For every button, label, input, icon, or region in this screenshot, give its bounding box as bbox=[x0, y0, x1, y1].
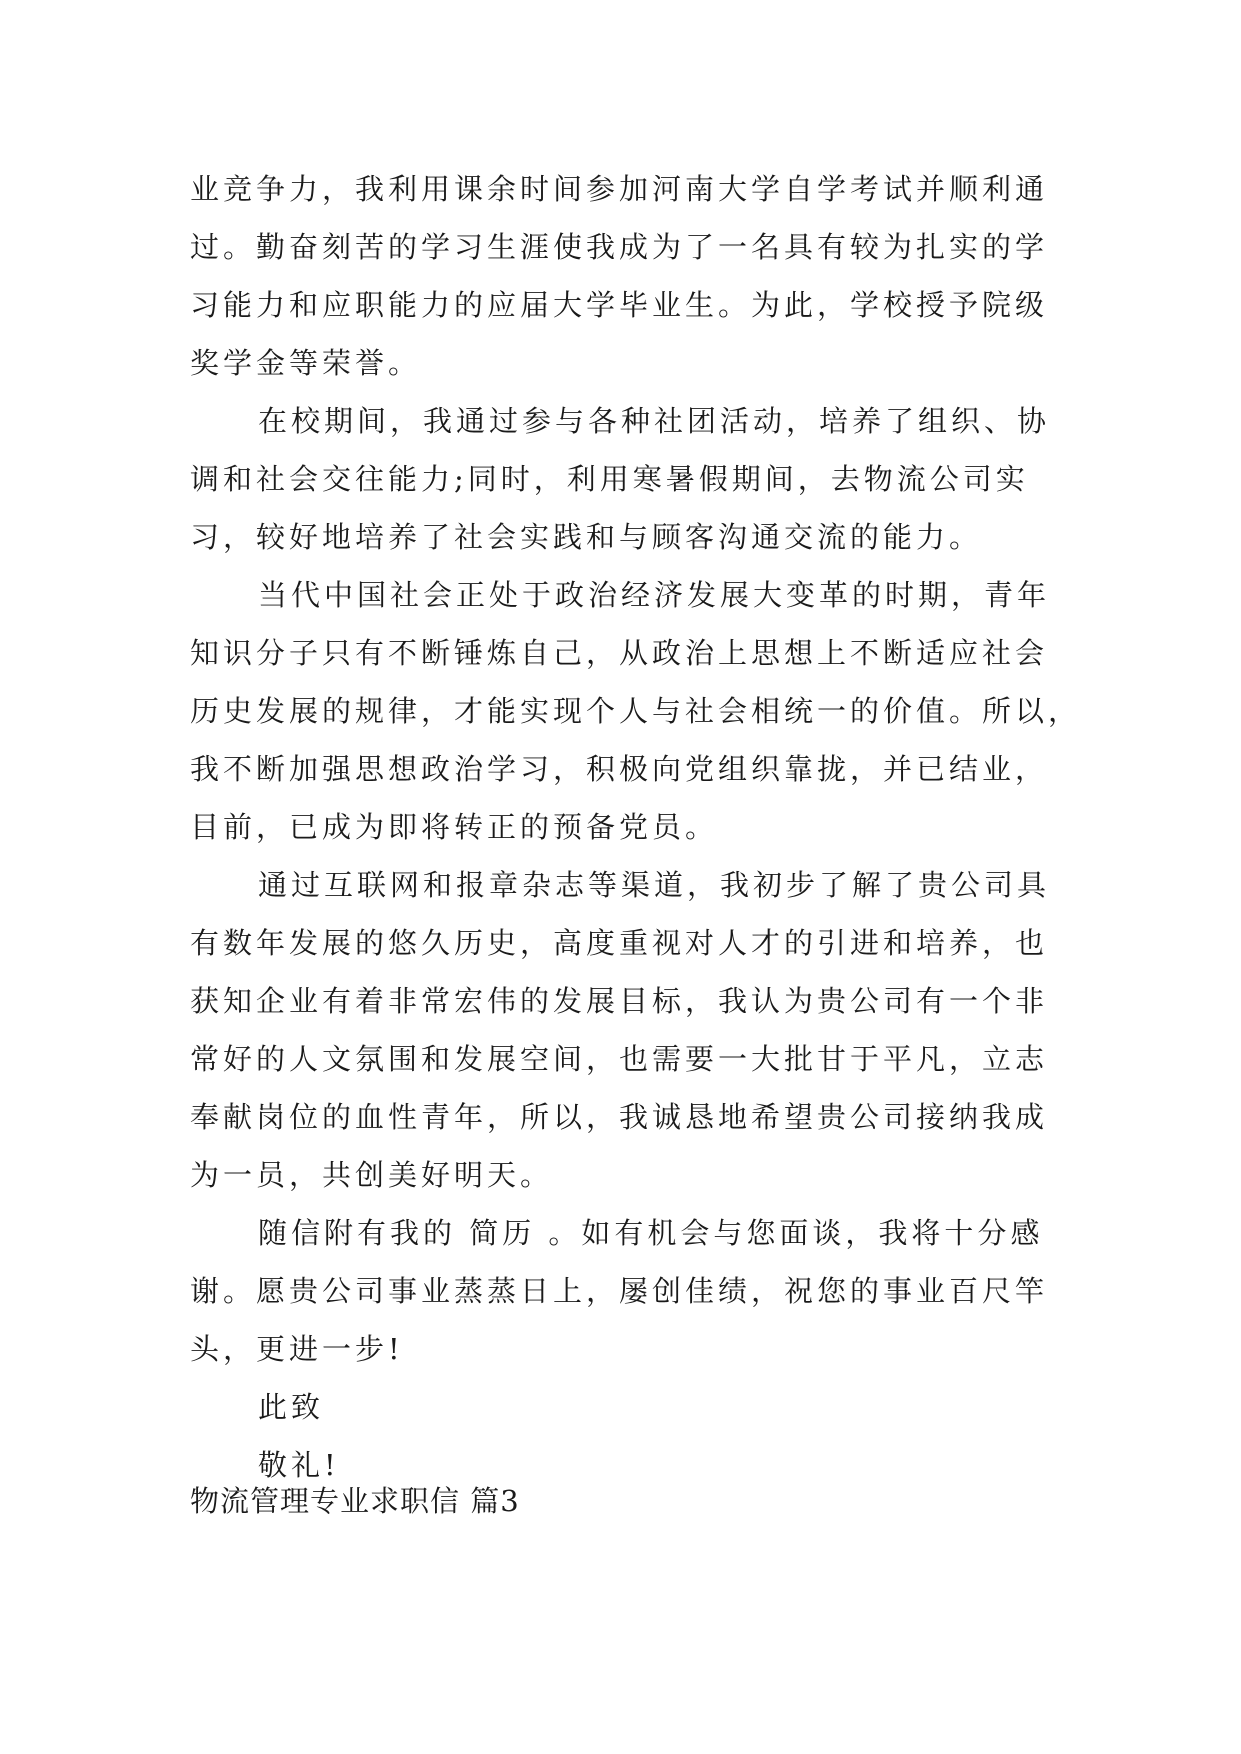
paragraph-start-line: 随信附有我的 简历 。如有机会与您面谈，我将十分感 bbox=[258, 1216, 1044, 1250]
paragraph-start-line: 当代中国社会正处于政治经济发展大变革的时期，青年 bbox=[258, 578, 1051, 612]
text-line: 为一员，共创美好明天。 bbox=[190, 1158, 554, 1192]
next-section-heading: 物流管理专业求职信 篇3 bbox=[190, 1484, 520, 1518]
paragraph-start-line: 在校期间，我通过参与各种社团活动，培养了组织、协 bbox=[258, 404, 1051, 438]
paragraph-start-line: 通过互联网和报章杂志等渠道，我初步了解了贵公司具 bbox=[258, 868, 1051, 902]
text-line: 习，较好地培养了社会实践和与顾客沟通交流的能力。 bbox=[190, 520, 983, 554]
text-line: 奉献岗位的血性青年，所以，我诚恳地希望贵公司接纳我成 bbox=[190, 1100, 1049, 1134]
text-line: 获知企业有着非常宏伟的发展目标，我认为贵公司有一个非 bbox=[190, 984, 1049, 1018]
text-line: 有数年发展的悠久历史，高度重视对人才的引进和培养，也 bbox=[190, 926, 1049, 960]
closing-regards: 敬礼! bbox=[258, 1448, 340, 1482]
text-line: 业竞争力，我利用课余时间参加河南大学自学考试并顺利通 bbox=[190, 172, 1049, 206]
text-line: 过。勤奋刻苦的学习生涯使我成为了一名具有较为扎实的学 bbox=[190, 230, 1049, 264]
text-line: 谢。愿贵公司事业蒸蒸日上，屡创佳绩，祝您的事业百尺竿 bbox=[190, 1274, 1049, 1308]
text-line: 调和社会交往能力;同时，利用寒暑假期间，去物流公司实 bbox=[190, 462, 1029, 496]
text-line: 常好的人文氛围和发展空间，也需要一大批甘于平凡，立志 bbox=[190, 1042, 1049, 1076]
text-line: 知识分子只有不断锤炼自己，从政治上思想上不断适应社会 bbox=[190, 636, 1049, 670]
text-line: 头，更进一步! bbox=[190, 1332, 404, 1366]
text-line: 奖学金等荣誉。 bbox=[190, 346, 422, 380]
text-line: 我不断加强思想政治学习，积极向党组织靠拢，并已结业， bbox=[190, 752, 1049, 786]
body-text bbox=[190, 160, 1082, 1494]
closing-salutation: 此致 bbox=[258, 1390, 325, 1424]
text-line: 习能力和应职能力的应届大学毕业生。为此，学校授予院级 bbox=[190, 288, 1049, 322]
text-line: 目前，已成为即将转正的预备党员。 bbox=[190, 810, 719, 844]
text-line: 历史发展的规律，才能实现个人与社会相统一的价值。所以， bbox=[190, 694, 1082, 728]
